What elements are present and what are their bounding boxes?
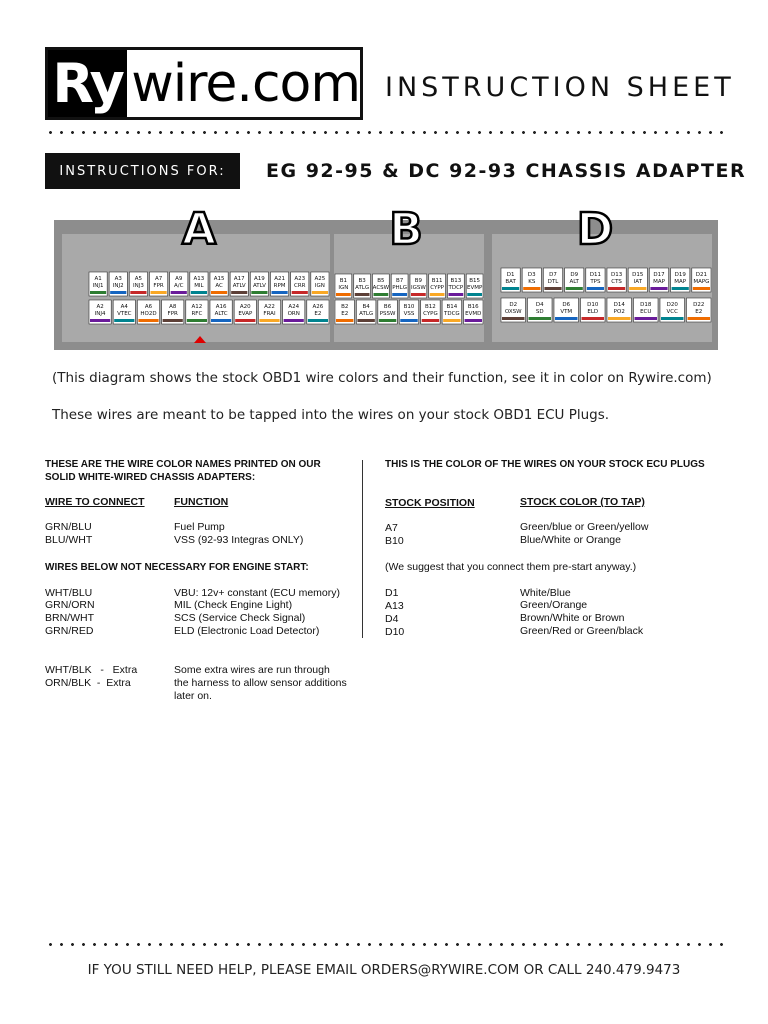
pin-label: MIL (194, 283, 204, 289)
color-cell: Brown/White or Brown (520, 612, 625, 624)
wire-color-stripe (566, 287, 583, 290)
pin-label: B12 (425, 304, 436, 310)
pin-label: TDCG (444, 311, 460, 317)
pin-label: ALTC (214, 311, 228, 317)
wire-color-stripe (251, 291, 267, 294)
logo-wire-com: wire.com (131, 53, 360, 114)
pin-label: TDCP (448, 285, 464, 291)
pin-label: MAP (653, 279, 665, 285)
wire-color-stripe (312, 291, 328, 294)
pin-label: B16 (467, 304, 479, 310)
wire-color-stripe (629, 287, 646, 290)
position-cell: A13 (385, 600, 404, 612)
wire-color-stripe (635, 317, 658, 320)
wire-color-stripe (582, 317, 605, 320)
pin-label: IAT (633, 279, 642, 285)
logo-ry: Ry (48, 50, 127, 117)
pin-label: MAPG (693, 279, 710, 285)
pin-label: EVAP (238, 311, 253, 317)
right-heading: THIS IS THE COLOR OF THE WIRES ON YOUR STOCK ECU PLUGS (385, 459, 705, 470)
wire-color-stripe (90, 319, 110, 322)
wire-color-stripe (308, 319, 328, 322)
pin-label: IGSW (410, 285, 426, 291)
pin-label: A6 (144, 304, 153, 310)
function-cell: SCS (Service Check Signal) (174, 612, 306, 624)
pin-label: A22 (264, 304, 275, 310)
wire-color-stripe (292, 291, 308, 294)
rywire-logo (45, 47, 363, 120)
pin-label: DTL (547, 279, 559, 285)
pin-label: ELD (587, 309, 599, 315)
position-cell: D1 (385, 587, 399, 599)
pin-label: A8 (169, 304, 177, 310)
wire-cell: BLU/WHT (45, 534, 93, 546)
function-cell: VSS (92-93 Integras ONLY) (174, 534, 304, 546)
pin-label: D21 (695, 272, 708, 278)
pin-label: D7 (549, 272, 557, 278)
wire-color-stripe (235, 319, 255, 322)
pin-label: A4 (120, 304, 128, 310)
pin-label: HO2D (140, 311, 157, 317)
extra-wire-cell: WHT/BLK - Extra (45, 664, 138, 676)
wire-color-stripe (110, 291, 126, 294)
pin-label: VCC (666, 309, 678, 315)
pin-label: SD (535, 309, 544, 315)
wire-color-stripe (672, 287, 689, 290)
wire-color-stripe (171, 291, 187, 294)
wire-color-stripe (138, 319, 158, 322)
pin-label: INJ3 (132, 283, 144, 289)
pin-label: A16 (215, 304, 227, 310)
pin-label: INJ1 (92, 283, 104, 289)
pin-label: PSSW (379, 311, 396, 317)
pin-label: A17 (233, 276, 245, 282)
pin-label: D3 (527, 272, 536, 278)
pin-label: D1 (506, 272, 515, 278)
wire-color-stripe (400, 319, 417, 322)
wire-color-stripe (502, 287, 519, 290)
wire-color-stripe (130, 291, 146, 294)
pin-label: ATLV (252, 283, 266, 289)
pin-label: A21 (274, 276, 285, 282)
pin-label: D4 (535, 302, 544, 308)
pin-label: VSS (403, 311, 415, 317)
connector-d-label: D (576, 204, 614, 255)
product-title: EG 92-95 & DC 92-93 CHASSIS ADAPTER (266, 160, 747, 182)
pin-label: A3 (114, 276, 122, 282)
wire-color-stripe (211, 319, 231, 322)
wire-to-connect-header: WIRE TO CONNECT (45, 496, 145, 508)
extra-note-cell: later on. (174, 690, 212, 702)
pin-label: B14 (446, 304, 458, 310)
extra-note-cell: Some extra wires are run through (174, 664, 330, 676)
wire-color-stripe (544, 287, 561, 290)
wire-color-stripe (529, 317, 552, 320)
color-cell: Blue/White or Orange (520, 534, 621, 546)
pin-label: B2 (341, 304, 349, 310)
pin-label: A7 (154, 276, 163, 282)
pin-label: INJ2 (112, 283, 124, 289)
connector-b-label: B (389, 204, 423, 255)
wire-color-stripe (336, 293, 351, 296)
stock-position-header: STOCK POSITION (385, 497, 475, 509)
wire-color-stripe (191, 291, 207, 294)
position-cell: A7 (385, 522, 398, 534)
pin-label: B7 (395, 278, 404, 284)
pin-label: B13 (450, 278, 462, 284)
pin-label: A26 (312, 304, 324, 310)
wire-cell: WHT/BLU (45, 587, 93, 599)
pin-label: FPR (167, 311, 178, 317)
wire-cell: GRN/BLU (45, 521, 92, 533)
diagram-note: (This diagram shows the stock OBD1 wire colors and their function, see it in color on Rywire.com) (52, 370, 712, 386)
wire-color-stripe (411, 293, 426, 296)
wire-color-stripe (688, 317, 711, 320)
tap-note: These wires are meant to be tapped into the wires on your stock OBD1 ECU Plugs. (52, 407, 610, 423)
function-cell: ELD (Electronic Load Detector) (174, 625, 320, 637)
color-cell: Green/Red or Green/black (520, 625, 644, 637)
pin-label: D20 (666, 302, 678, 308)
pin-label: D6 (562, 302, 571, 308)
left-heading-line1: THESE ARE THE WIRE COLOR NAMES PRINTED ON OUR (45, 459, 321, 470)
wire-color-stripe (90, 291, 106, 294)
wire-color-stripe (272, 291, 288, 294)
pin-label: D2 (509, 302, 518, 308)
pin-label: ATLG (355, 285, 370, 291)
pin-label: VTM (560, 309, 573, 315)
pin-label: A12 (191, 304, 203, 310)
wire-color-stripe (284, 319, 304, 322)
bottom-dotted-divider (45, 943, 730, 946)
wire-color-stripe (608, 317, 631, 320)
wire-color-stripe (443, 319, 460, 322)
wire-color-stripe (465, 319, 482, 322)
pin-label: D9 (570, 272, 579, 278)
wire-color-stripe (392, 293, 407, 296)
left-heading-line2: SOLID WHITE-WIRED CHASSIS ADAPTERS: (45, 472, 256, 483)
pin-label: B10 (403, 304, 415, 310)
pin-label: EVMP (466, 285, 483, 291)
position-cell: D4 (385, 613, 399, 625)
pin-label: KS (528, 279, 536, 285)
pin-label: ALT (569, 279, 579, 285)
wire-color-stripe (587, 287, 604, 290)
pin-label: D17 (653, 272, 665, 278)
suggest-note: (We suggest that you connect them pre-start anyway.) (385, 561, 637, 573)
footer-help: IF YOU STILL NEED HELP, PLEASE EMAIL ORDERS@RYWIRE.COM OR CALL 240.479.9473 (87, 962, 681, 978)
pin-label: D13 (610, 272, 623, 278)
pin-label: B11 (431, 278, 443, 284)
pin-label: B15 (469, 278, 481, 284)
wire-color-stripe (151, 291, 167, 294)
sheet-title: INSTRUCTION SHEET (385, 72, 735, 103)
pin-label: A9 (175, 276, 183, 282)
pin-label: B6 (383, 304, 392, 310)
wire-color-stripe (336, 319, 353, 322)
pin-label: D11 (589, 272, 602, 278)
wire-color-stripe (259, 319, 279, 322)
pin-label: AC (215, 283, 223, 289)
pin-label: B5 (377, 278, 385, 284)
pin-label: E2 (695, 309, 703, 315)
stock-color-header: STOCK COLOR (TO TAP) (520, 496, 645, 508)
pin-label: CRR (294, 283, 306, 289)
wire-color-stripe (211, 291, 227, 294)
pin-label: E2 (341, 311, 349, 317)
pin-label: D14 (613, 302, 625, 308)
wire-color-stripe (114, 319, 134, 322)
connector-a-label: A (181, 204, 217, 255)
pin-label: B4 (362, 304, 370, 310)
pin-label: ATLV (232, 283, 246, 289)
pin-label: B9 (414, 278, 423, 284)
pin-label: A19 (254, 276, 265, 282)
pin-label: ECU (640, 309, 652, 315)
top-dotted-divider (45, 131, 730, 134)
pin-label: CYPP (430, 285, 444, 291)
pin-label: A15 (213, 276, 225, 282)
wire-color-stripe (650, 287, 667, 290)
pin-label: A23 (294, 276, 306, 282)
pin-label: D15 (632, 272, 644, 278)
pin-label: A2 (96, 304, 104, 310)
pin-label: ACSW (372, 285, 390, 291)
pin-label: IGN (338, 285, 349, 291)
wire-color-stripe (422, 319, 439, 322)
wire-color-stripe (467, 293, 482, 296)
pin-label: A13 (193, 276, 205, 282)
pin-label: A25 (314, 276, 326, 282)
pin-label: OXSW (504, 309, 522, 315)
pin-label: B3 (358, 278, 366, 284)
pin-label: INJ4 (94, 311, 106, 317)
wire-color-stripe (163, 319, 183, 322)
wire-color-stripe (355, 293, 370, 296)
left-heading (45, 458, 321, 484)
pin-label: PHLG (392, 285, 408, 291)
pin-label: TPS (590, 279, 601, 285)
pin-label: RPM (273, 283, 286, 289)
wire-color-stripe (693, 287, 710, 290)
pin-label: E2 (314, 311, 322, 317)
function-cell: MIL (Check Engine Light) (174, 599, 293, 611)
wire-cell: GRN/ORN (45, 599, 95, 611)
color-cell: White/Blue (520, 587, 571, 599)
pin-label: BAT (505, 279, 516, 285)
pin-label: EVMD (465, 311, 482, 317)
pin-label: B1 (339, 278, 348, 284)
pin-label: MAP (674, 279, 687, 285)
wire-cell: GRN/RED (45, 625, 94, 637)
wire-color-stripe (379, 319, 396, 322)
wire-cell: BRN/WHT (45, 612, 94, 624)
instructions-for-tag: INSTRUCTIONS FOR: (45, 153, 240, 189)
color-cell: Green/Orange (520, 599, 588, 611)
wire-color-stripe (523, 287, 540, 290)
pin-label: PO2 (613, 309, 625, 315)
color-cell: Green/blue or Green/yellow (520, 521, 649, 533)
pin-label: ORN (287, 311, 300, 317)
pin-label: IGN (314, 283, 325, 289)
pin-label: ATLG (359, 311, 374, 317)
optional-heading: WIRES BELOW NOT NECESSARY FOR ENGINE START: (45, 562, 309, 573)
extra-note-cell: the harness to allow sensor additions (174, 677, 347, 689)
pin-label: A/C (174, 283, 184, 289)
wire-color-stripe (374, 293, 389, 296)
wire-color-stripe (555, 317, 578, 320)
pin-label: RFC (191, 311, 203, 317)
pin-label: D10 (587, 302, 599, 308)
pin-label: FRAI (263, 311, 276, 317)
wire-color-stripe (430, 293, 445, 296)
pin-label: D19 (674, 272, 686, 278)
pin-label: FPR (153, 283, 164, 289)
pin-label: A1 (94, 276, 102, 282)
pin-label: D18 (640, 302, 652, 308)
pin-label: A20 (239, 304, 251, 310)
wire-color-stripe (231, 291, 247, 294)
wire-color-stripe (661, 317, 684, 320)
wire-color-stripe (357, 319, 374, 322)
pin-label: VTEC (117, 311, 132, 317)
pin-label: A24 (288, 304, 300, 310)
position-cell: D10 (385, 626, 405, 638)
pin-label: A5 (134, 276, 143, 282)
function-header: FUNCTION (174, 496, 229, 508)
pin-label: CTS (611, 279, 622, 285)
wire-color-stripe (608, 287, 625, 290)
wire-color-stripe (187, 319, 207, 322)
pin-label: D22 (693, 302, 705, 308)
wire-color-stripe (449, 293, 464, 296)
extra-wire-cell: ORN/BLK - Extra (45, 677, 131, 689)
position-cell: B10 (385, 535, 404, 547)
function-cell: VBU: 12v+ constant (ECU memory) (174, 587, 341, 599)
column-divider (362, 460, 363, 638)
function-cell: Fuel Pump (174, 521, 225, 533)
obd1-connector-diagram (54, 202, 718, 352)
wire-color-stripe (502, 317, 525, 320)
pin-label: CYPG (423, 311, 438, 317)
